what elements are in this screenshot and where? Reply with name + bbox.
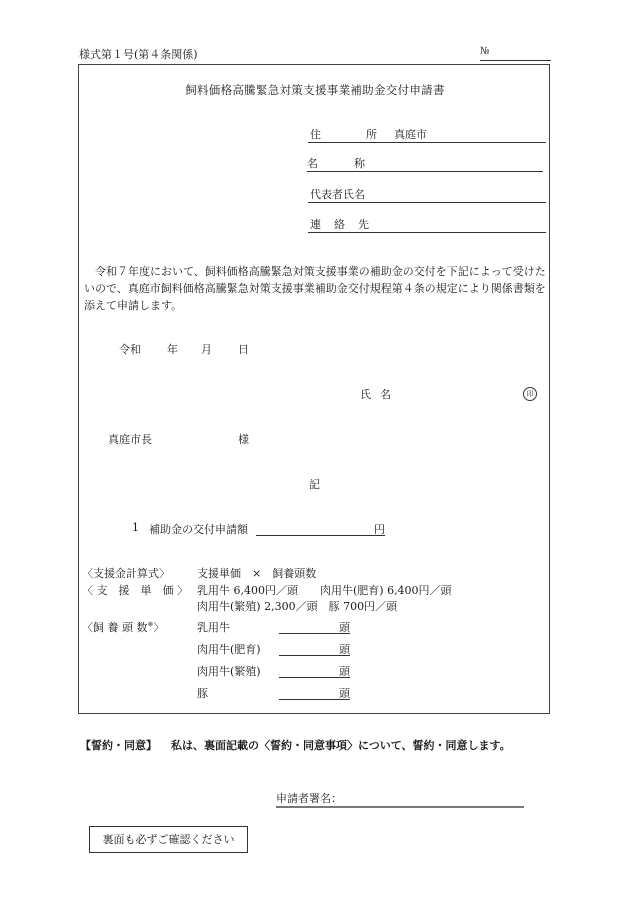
- head-count-label-text: 〈飼 養 頭 数: [82, 621, 148, 634]
- reverse-side-notice: 裏面も必ずご確認ください: [89, 826, 248, 853]
- head-count-animal-beef-fattening: 肉用牛(肥育): [197, 643, 261, 656]
- unit-price-line-1: 乳用牛 6,400円／頭 肉用牛(肥育) 6,400円／頭: [197, 584, 452, 597]
- seal-icon: 印: [523, 387, 537, 401]
- representative-label: 代表者氏名: [310, 188, 365, 201]
- date-year[interactable]: 年: [167, 343, 178, 356]
- item1-number: 1: [132, 521, 139, 534]
- head-count-label-close: 〉: [153, 621, 165, 634]
- form-number-field[interactable]: [480, 46, 551, 61]
- formula-text: 支援単価 × 飼養頭数: [197, 567, 317, 580]
- head-count-animal-beef-breeding: 肉用牛(繁殖): [197, 665, 261, 678]
- name-label-1: 名: [307, 157, 318, 170]
- head-count-label: [82, 619, 164, 635]
- contact-field[interactable]: [308, 216, 546, 233]
- representative-field[interactable]: [308, 186, 546, 203]
- address-label-1: 住: [310, 128, 321, 141]
- pledge-text: 私は、裏面記載の〈誓約・同意事項〉について、誓約・同意します。: [171, 739, 511, 752]
- name-field[interactable]: [307, 155, 543, 172]
- date-era: 令和: [119, 343, 141, 356]
- form-number-label: №: [480, 46, 490, 57]
- unit-price-line-2: 肉用牛(繁殖) 2,300／頭 豚 700円／頭: [197, 600, 398, 613]
- head-count-unit: 頭: [339, 687, 350, 700]
- contact-label-2: 絡: [334, 218, 345, 231]
- head-count-unit: 頭: [339, 643, 350, 656]
- statement-paragraph: 令和７年度において、飼料価格高騰緊急対策支援事業の補助金の交付を下記によって受けたいので、真庭市飼料価格高騰緊急対策支援事業補助金交付規程第４条の規定により関係書類を添えて申請します。: [84, 265, 546, 312]
- applicant-signature-field[interactable]: [276, 790, 524, 808]
- addressee-honorific: 様: [238, 433, 249, 446]
- head-count-animal-dairy: 乳用牛: [197, 621, 230, 634]
- head-count-field-pig[interactable]: [279, 685, 350, 700]
- head-count-mark: ※: [147, 620, 154, 629]
- signer-name-label-1: 氏: [360, 388, 371, 401]
- signer-name-label-2: 名: [380, 388, 391, 401]
- addressee-name: 真庭市長: [108, 433, 152, 446]
- address-value: 真庭市: [394, 128, 427, 141]
- unit-price-label: 〈 支 援 単 価 〉: [82, 584, 188, 597]
- head-count-unit: 頭: [339, 665, 350, 678]
- ki-heading: 記: [309, 478, 320, 491]
- head-count-animal-pig: 豚: [197, 687, 208, 700]
- head-count-field-beef-fattening[interactable]: [279, 641, 350, 656]
- contact-label-1: 連: [310, 218, 321, 231]
- head-count-field-dairy[interactable]: [279, 619, 350, 634]
- signature-label: 申請者署名：: [276, 792, 342, 805]
- form-id: 様式第１号(第４条関係): [79, 48, 198, 61]
- application-statement: [84, 263, 546, 314]
- date-month[interactable]: 月: [201, 343, 212, 356]
- item1-label: 補助金の交付申請額: [149, 523, 248, 536]
- pledge-statement: [80, 737, 511, 753]
- pledge-label: 【誓約・同意】: [80, 739, 157, 752]
- grant-amount-field[interactable]: [256, 521, 385, 536]
- head-count-unit: 頭: [339, 621, 350, 634]
- name-label-2: 称: [354, 157, 365, 170]
- head-count-field-beef-breeding[interactable]: [279, 663, 350, 678]
- address-label-2: 所: [366, 128, 377, 141]
- address-field[interactable]: [308, 126, 546, 143]
- seal-mark: [523, 386, 537, 401]
- formula-label: 〈支援金計算式〉: [82, 567, 170, 580]
- document-title: 飼料価格高騰緊急対策支援事業補助金交付申請書: [185, 83, 445, 97]
- date-day[interactable]: 日: [238, 343, 249, 356]
- contact-label-3: 先: [358, 218, 369, 231]
- grant-amount-unit: 円: [374, 523, 385, 536]
